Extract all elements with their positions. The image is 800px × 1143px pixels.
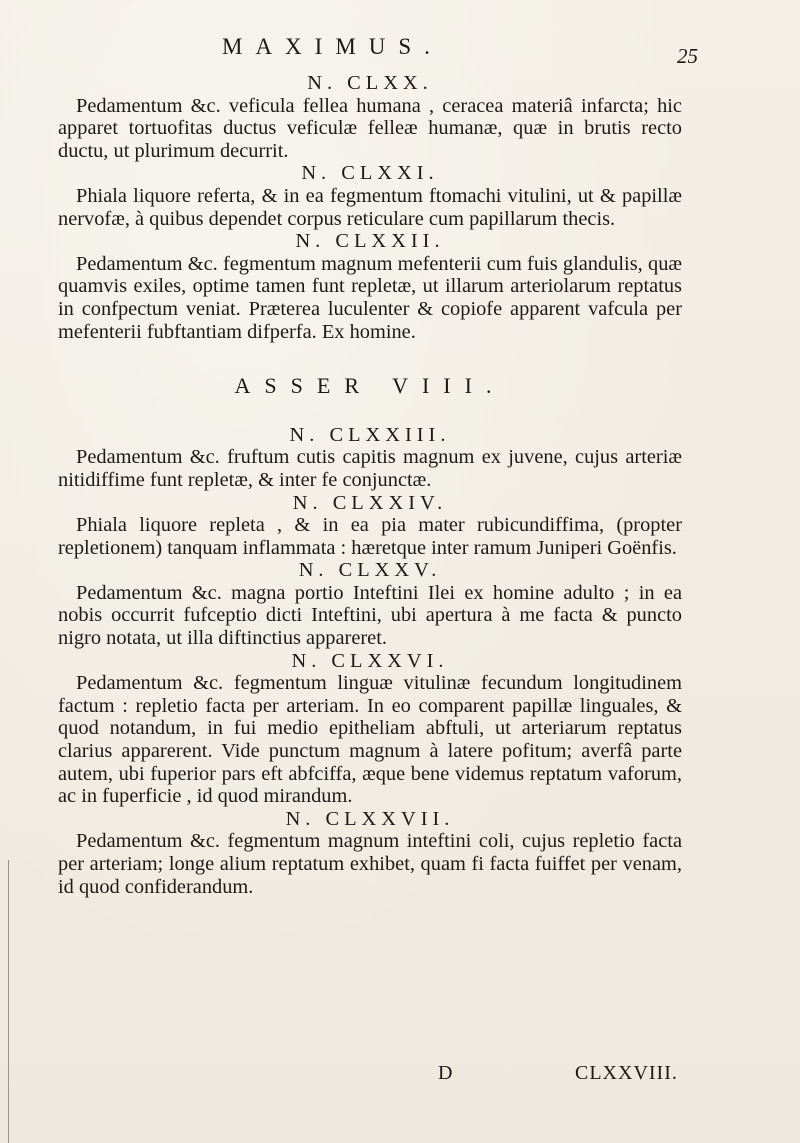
entry-text: Phiala liquore repleta , & in ea pia mater rubicundiffima, (propter repletionem) tanquam inflammata : hæretque inter ramum Juniperi Goënfis. — [58, 514, 682, 559]
entry-number: N. CLXXII. — [295, 230, 445, 253]
page-edge-line — [8, 860, 9, 1143]
entry-text: Pedamentum &c. magna portio Inteftini Ilei ex homine adulto ; in ea nobis occurrit fufceptio dicti Inteftini, ubi apertura à me facta & puncto nigro notata, ut illa diftinctius appareret. — [58, 581, 682, 650]
section-heading: ASSER VIII. — [234, 373, 506, 399]
catchword: CLXXVIII. — [575, 1062, 678, 1084]
running-title: MAXIMUS. — [222, 34, 443, 59]
entry-text: Pedamentum &c. fegmentum linguæ vitulinæ fecundum longitudinem factum : repletio facta per arteriam. In eo comparent papillæ linguales, & quod notandum, in fui medio epitheliam abftuli, ut arteriarum reptatus clarius apparerent. Vide punctum magnum à latere pofitum; averfâ parte autem, ubi fuperior pars eft abfciffa, æque bene videmus reptatum vaforum, ac in fuperficie , id quod mirandum. — [58, 672, 682, 808]
entry-number: N. CLXXI. — [301, 162, 439, 185]
entry-text: Pedamentum &c. fegmentum magnum inteftini coli, cujus repletio facta per arteriam; longe alium reptatum exhibet, quam fi facta fuiffet per venam, id quod confiderandum. — [58, 830, 682, 898]
entry-number: N. CLXXVI. — [291, 649, 449, 672]
page-header — [0, 34, 800, 74]
signature-mark: D — [438, 1062, 453, 1084]
entry-number: N. CLXXIII. — [289, 423, 451, 446]
entry-text: Pedamentum &c. veficula fellea humana , ceracea materiâ infarcta; hic apparet tortuofitas ductus veficulæ felleæ humanæ, quæ in brutis recto ductu, ut plurimum decurrit. — [58, 94, 682, 162]
page-footer — [0, 1062, 800, 1088]
entry-text: Phiala liquore referta, & in ea fegmentum ftomachi vitulini, ut & papillæ nervofæ, à quibus dependet corpus reticulare cum papillarum thecis. — [58, 184, 682, 230]
entry-number: N. CLXX. — [307, 72, 433, 94]
page-body — [58, 72, 682, 898]
entry-number: N. CLXXV. — [298, 559, 442, 582]
page-number: 25 — [677, 44, 698, 68]
entry-text: Pedamentum &c. fegmentum magnum mefenterii cum fuis glandulis, quæ quamvis exiles, optime tamen funt repletæ, ut illarum arteriolarum reptatus in confpectum veniat. Præterea luculenter & copiofe apparent vafcula per mefenterii fubftantiam difperfa. Ex homine. — [58, 252, 682, 343]
entry-number: N. CLXXIV. — [292, 491, 448, 514]
entry-number: N. CLXXVII. — [285, 807, 455, 830]
entry-text: Pedamentum &c. fruftum cutis capitis magnum ex juvene, cujus arteriæ nitidiffime funt repletæ, & inter fe conjunctæ. — [58, 446, 682, 491]
